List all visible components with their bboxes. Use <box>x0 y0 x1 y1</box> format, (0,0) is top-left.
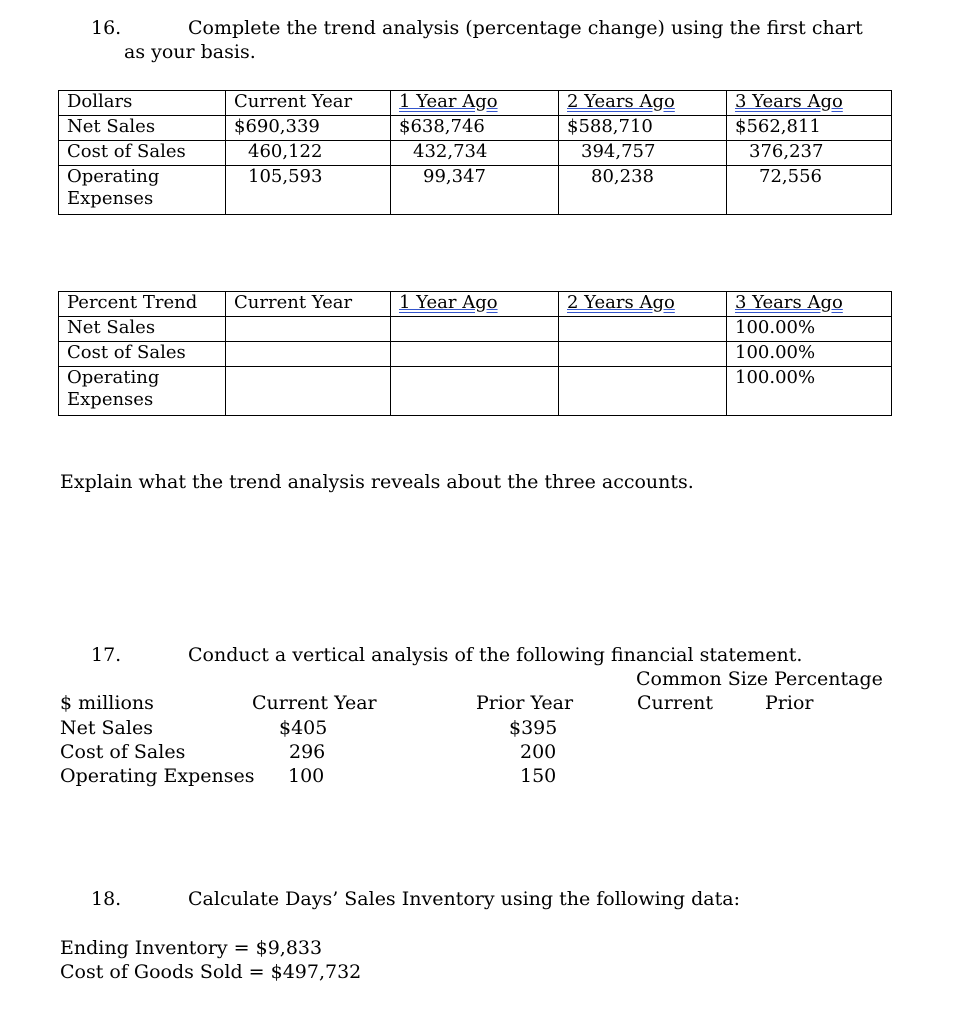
row-label-net-sales: Net Sales <box>60 717 153 739</box>
col-header-prior-year: Prior Year <box>476 692 574 714</box>
col-header-label: $ millions <box>60 692 154 714</box>
q17-prompt: Conduct a vertical analysis of the following financial statement. <box>188 644 803 666</box>
q16-prompt-line1: Complete the trend analysis (percentage change) using the first chart <box>188 17 863 39</box>
table-row <box>59 292 892 317</box>
cell: 460,122 <box>226 141 391 166</box>
header-label: 3 Years Ago <box>735 91 843 112</box>
value-current: 100 <box>288 765 325 787</box>
cell: 105,593 <box>226 166 391 215</box>
cell: 394,757 <box>559 141 727 166</box>
answer-cell[interactable] <box>226 342 391 367</box>
common-size-heading: Common Size Percentage <box>636 668 883 690</box>
col-header-cs-current: Current <box>637 692 714 714</box>
cell: 80,238 <box>559 166 727 215</box>
header-cell <box>559 292 727 317</box>
table-row <box>59 317 892 342</box>
value-current: 296 <box>289 741 326 763</box>
q16-prompt-line2: as your basis. <box>124 41 256 63</box>
cell: 100.00% <box>727 342 892 367</box>
header-cell: Dollars <box>59 91 226 116</box>
cell: $638,746 <box>391 116 559 141</box>
q16-explain: Explain what the trend analysis reveals about the three accounts. <box>60 471 694 493</box>
cell: 72,556 <box>727 166 892 215</box>
cell: 100.00% <box>727 317 892 342</box>
answer-cell[interactable] <box>391 367 559 416</box>
table-row <box>59 342 892 367</box>
answer-cell[interactable] <box>559 342 727 367</box>
q18-ending-inventory: Ending Inventory = $9,833 <box>60 937 323 959</box>
answer-cell[interactable] <box>559 367 727 416</box>
header-cell: Percent Trend <box>59 292 226 317</box>
table-row <box>59 141 892 166</box>
row-label-cost-of-sales: Cost of Sales <box>60 741 186 763</box>
row-label: Operating Expenses <box>59 166 226 215</box>
answer-cell[interactable] <box>391 317 559 342</box>
header-label: 2 Years Ago <box>567 91 675 112</box>
header-label: 1 Year Ago <box>399 91 498 112</box>
row-label: Net Sales <box>59 116 226 141</box>
header-label: 3 Years Ago <box>735 292 843 313</box>
header-cell <box>559 91 727 116</box>
cell: 432,734 <box>391 141 559 166</box>
cell: 99,347 <box>391 166 559 215</box>
header-label: 2 Years Ago <box>567 292 675 313</box>
table-row <box>59 91 892 116</box>
value-prior: $395 <box>509 717 558 739</box>
table-row <box>59 367 892 416</box>
q18-number: 18. <box>91 888 122 910</box>
cell: $588,710 <box>559 116 727 141</box>
header-label: 1 Year Ago <box>399 292 498 313</box>
row-label: Net Sales <box>59 317 226 342</box>
header-cell: Current Year <box>226 91 391 116</box>
answer-cell[interactable] <box>226 317 391 342</box>
table-row <box>59 116 892 141</box>
header-cell <box>727 292 892 317</box>
q16-number: 16. <box>91 17 122 39</box>
cell: 376,237 <box>727 141 892 166</box>
cell: 100.00% <box>727 367 892 416</box>
q18-prompt: Calculate Days’ Sales Inventory using the following data: <box>188 888 740 910</box>
col-header-current-year: Current Year <box>252 692 377 714</box>
answer-cell[interactable] <box>391 342 559 367</box>
col-header-cs-prior: Prior <box>765 692 814 714</box>
row-label: Operating Expenses <box>59 367 226 416</box>
value-prior: 150 <box>520 765 557 787</box>
percent-trend-table <box>58 291 892 416</box>
q18-cost-of-goods-sold: Cost of Goods Sold = $497,732 <box>60 961 362 983</box>
answer-cell[interactable] <box>226 367 391 416</box>
header-cell <box>727 91 892 116</box>
answer-cell[interactable] <box>559 317 727 342</box>
cell: $690,339 <box>226 116 391 141</box>
header-cell <box>391 292 559 317</box>
row-label-operating-expenses: Operating Expenses <box>60 765 255 787</box>
header-cell <box>391 91 559 116</box>
dollars-table <box>58 90 892 215</box>
value-prior: 200 <box>520 741 557 763</box>
cell: $562,811 <box>727 116 892 141</box>
header-cell: Current Year <box>226 292 391 317</box>
q17-number: 17. <box>91 644 122 666</box>
row-label: Cost of Sales <box>59 342 226 367</box>
value-current: $405 <box>279 717 328 739</box>
row-label: Cost of Sales <box>59 141 226 166</box>
table-row <box>59 166 892 215</box>
